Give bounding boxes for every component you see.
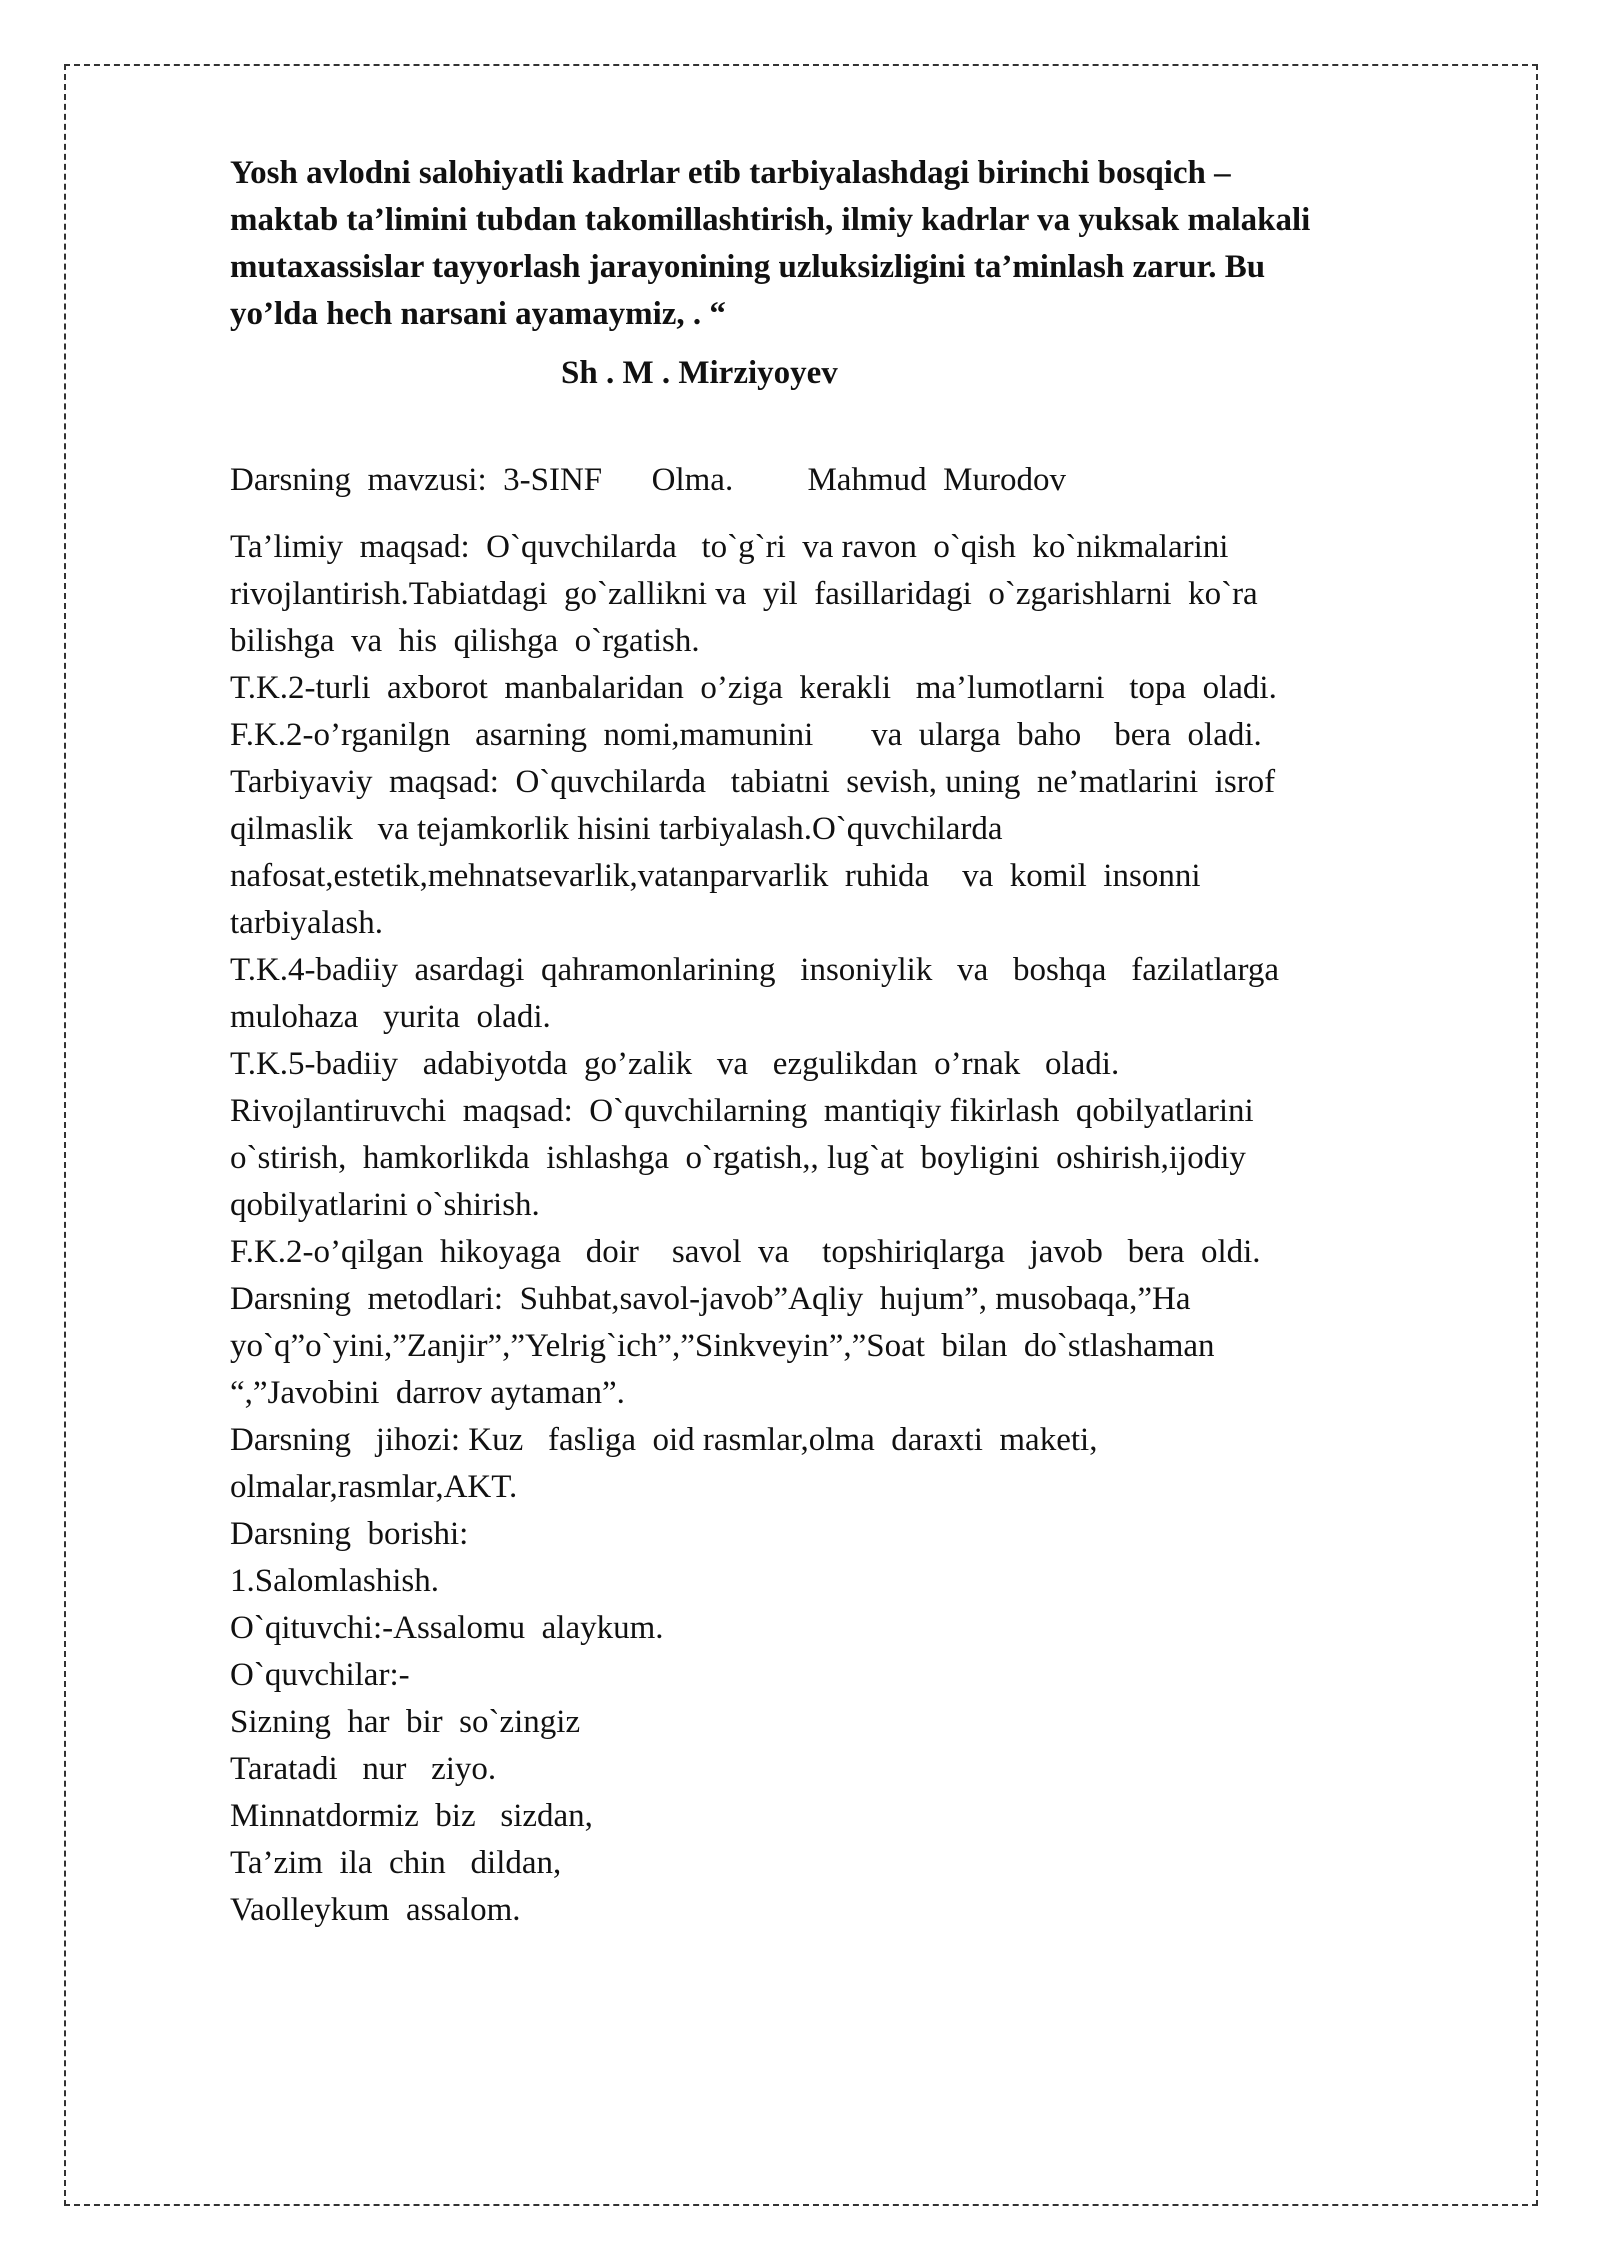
body-line: Ta’limiy maqsad: O`quvchilarda to`g`ri va ravon o`qish ko`nikmalarini <box>230 529 1229 565</box>
body-line: Darsning metodlari: Suhbat,savol-javob”Aqliy hujum”, musobaqa,”Ha <box>230 1281 1191 1317</box>
epigraph-author: Sh . M . Mirziyoyev <box>561 355 838 391</box>
body-line: Darsning borishi: <box>230 1516 469 1552</box>
epigraph-line: mutaxassislar tayyorlash jarayonining uzluksizligini ta’minlash zarur. Bu <box>230 249 1266 285</box>
body-line: O`quvchilar:- <box>230 1657 410 1693</box>
body-line: Taratadi nur ziyo. <box>230 1751 497 1787</box>
body-line: T.K.2-turli axborot manbalaridan o’ziga kerakli ma’lumotlarni topa oladi. <box>230 670 1277 706</box>
epigraph <box>230 150 1470 397</box>
lesson-topic-title: Olma. <box>651 462 734 498</box>
body-line: yo`q”o`yini,”Zanjir”,”Yelrig`ich”,”Sinkveyin”,”Soat bilan do`stlashaman <box>230 1328 1215 1364</box>
lesson-topic-author: Mahmud Murodov <box>807 462 1066 498</box>
body-line: nafosat,estetik,mehnatsevarlik,vatanparvarlik ruhida va komil insonni <box>230 858 1201 894</box>
body-line: Tarbiyaviy maqsad: O`quvchilarda tabiatni sevish, uning ne’matlarini isrof <box>230 764 1276 800</box>
body-line: T.K.5-badiiy adabiyotda go’zalik va ezgulikdan o’rnak oladi. <box>230 1046 1120 1082</box>
body-line: mulohaza yurita oladi. <box>230 999 551 1035</box>
body-line: Ta’zim ila chin dildan, <box>230 1845 562 1881</box>
body-line: rivojlantirish.Tabiatdagi go`zallikni va yil fasillaridagi o`zgarishlarni ko`ra <box>230 576 1258 612</box>
lesson-plan-body <box>230 524 1470 1934</box>
lesson-topic-label: Darsning mavzusi: 3-SINF <box>230 462 603 498</box>
body-line: bilishga va his qilishga o`rgatish. <box>230 623 700 659</box>
body-line: Minnatdormiz biz sizdan, <box>230 1798 593 1834</box>
body-line: “,”Javobini darrov aytaman”. <box>230 1375 625 1411</box>
document-content <box>230 150 1470 1934</box>
body-line: Vaolleykum assalom. <box>230 1892 521 1928</box>
epigraph-line: maktab ta’limini tubdan takomillashtirish, ilmiy kadrlar va yuksak malakali <box>230 202 1311 238</box>
body-line: Sizning har bir so`zingiz <box>230 1704 581 1740</box>
lesson-topic-line <box>230 457 1470 504</box>
body-line: tarbiyalash. <box>230 905 384 941</box>
body-line: qilmaslik va tejamkorlik hisini tarbiyalash.O`quvchilarda <box>230 811 1003 847</box>
body-line: Rivojlantiruvchi maqsad: O`quvchilarning mantiqiy fikirlash qobilyatlarini <box>230 1093 1254 1129</box>
epigraph-line: yo’lda hech narsani ayamaymiz, . “ <box>230 296 726 332</box>
body-line: Darsning jihozi: Kuz fasliga oid rasmlar,olma daraxti maketi, <box>230 1422 1098 1458</box>
body-line: T.K.4-badiiy asardagi qahramonlarining insoniylik va boshqa fazilatlarga <box>230 952 1279 988</box>
body-line: O`qituvchi:-Assalomu alaykum. <box>230 1610 664 1646</box>
body-line: qobilyatlarini o`shirish. <box>230 1187 540 1223</box>
body-line: F.K.2-o’qilgan hikoyaga doir savol va topshiriqlarga javob bera oldi. <box>230 1234 1261 1270</box>
body-line: o`stirish, hamkorlikda ishlashga o`rgatish,, lug`at boyligini oshirish,ijodiy <box>230 1140 1246 1176</box>
body-line: 1.Salomlashish. <box>230 1563 440 1599</box>
body-line: olmalar,rasmlar,AKT. <box>230 1469 518 1505</box>
epigraph-line: Yosh avlodni salohiyatli kadrlar etib tarbiyalashdagi birinchi bosqich – <box>230 155 1231 191</box>
body-line: F.K.2-o’rganilgn asarning nomi,mamunini va ularga baho bera oladi. <box>230 717 1262 753</box>
